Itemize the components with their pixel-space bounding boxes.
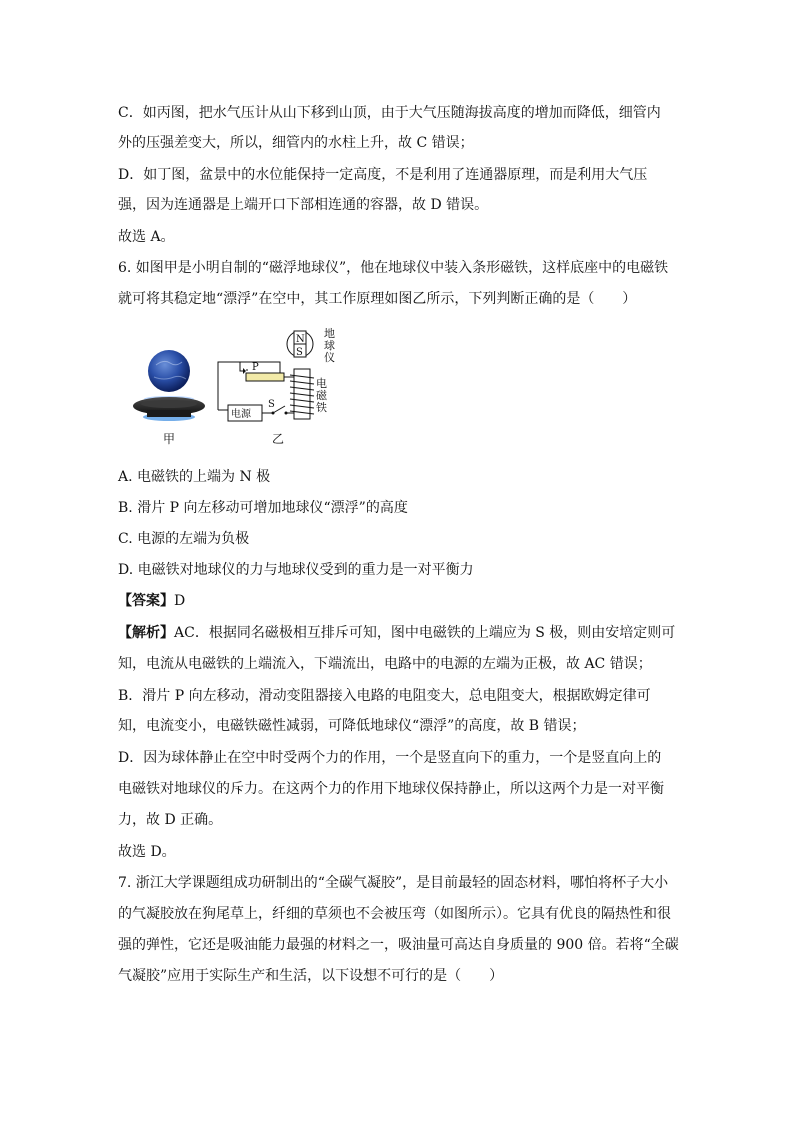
q6-analysis-line6: 电磁铁对地球仪的斥力。在这两个力的作用下地球仪保持静止，所以这两个力是一对平衡 [118,781,664,797]
q6-analysis-line2: 知，电流从电磁铁的上端流入，下端流出，电路中的电源的左端为正极，故 AC 错误； [118,656,652,672]
globe-label-1: 地 [324,327,335,340]
q6-stem-line1: 6. 如图甲是小明自制的“磁浮地球仪”，他在地球仪中装入条形磁铁，这样底座中的电磁铁 [118,260,669,276]
prev-analysis-c-line2: 外的压强差变大，所以，细管内的水柱上升，故 C 错误； [118,135,474,151]
q6-analysis-line4: 知，电流变小，电磁铁磁性减弱，可降低地球仪“漂浮”的高度，故 B 错误； [118,718,586,734]
q7-stem-line3: 强的弹性，它还是吸油能力最强的材料之一，吸油量可高达自身质量的 900 倍。若将“全碳 [118,937,679,953]
q6-option-d: D. 电磁铁对地球仪的力与地球仪受到的重力是一对平衡力 [118,562,474,578]
globe-label-3: 仪 [324,351,335,364]
globe-photo [133,350,205,421]
magnet-s-label: S [296,347,303,358]
slider-p-label: P [252,362,259,373]
q7-stem-line1: 7. 浙江大学课题组成功研制出的“全碳气凝胶”，是目前最轻的固态材料，哪怕将杯子大小 [118,875,669,891]
globe-ball [148,350,190,392]
q6-choose-text: 故选 D。 [118,844,176,860]
electromagnet-label-3: 铁 [316,401,327,414]
electromagnet-label-2: 磁 [316,389,327,402]
q6-figure [130,325,350,450]
prev-analysis-d-line1: D．如丁图，盆景中的水位能保持一定高度，不是利用了连通器原理，而是利用大气压 [118,167,648,183]
magnet-n-label: N [296,334,305,345]
q6-analysis-line3: B．滑片 P 向左移动，滑动变阻器接入电路的电阻变大，总电阻变大，根据欧姆定律可 [118,688,651,704]
q6-analysis-line5: D．因为球体静止在空中时受两个力的作用，一个是竖直向下的重力，一个是竖直向上的 [118,750,662,766]
q6-stem-line2: 就可将其稳定地“漂浮”在空中，其工作原理如图乙所示，下列判断正确的是（ ） [118,291,637,307]
label-jia: 甲 [163,432,176,446]
power-source-label: 电源 [231,409,251,420]
switch-s-label: S [268,399,275,410]
q7-stem-line2: 的气凝胶放在狗尾草上，纤细的草须也不会被压弯（如图所示）。它具有优良的隔热性和很 [118,906,671,922]
q6-analysis-line1 [118,623,675,643]
label-yi: 乙 [272,432,285,446]
analysis-tag: 【解析】 [118,625,174,641]
q6-option-c: C. 电源的左端为负极 [118,531,250,547]
prev-analysis-d-line2: 强，因为连通器是上端开口下部相连通的容器，故 D 错误。 [118,197,489,213]
prev-analysis-c-line1: C．如丙图，把水气压计从山下移到山顶，由于大气压随海拔高度的增加而降低，细管内 [118,105,661,121]
q6-analysis-line7: 力，故 D 正确。 [118,812,223,828]
q7-stem-line4: 气凝胶”应用于实际生产和生活，以下设想不可行的是（ ） [118,968,504,984]
q6-option-b: B. 滑片 P 向左移动可增加地球仪“漂浮”的高度 [118,500,408,516]
rheostat [246,373,284,381]
answer-value: D [174,593,186,609]
prev-choose-text: 故选 A。 [118,229,175,245]
q6-answer-line [118,591,185,611]
analysis-text-1: AC．根据同名磁极相互排斥可知，图中电磁铁的上端应为 S 极，则由安培定则可 [174,625,676,641]
q6-option-a: A. 电磁铁的上端为 N 极 [118,469,271,485]
globe-label-2: 球 [324,339,335,352]
electromagnet-label-1: 电 [316,377,327,390]
answer-tag: 【答案】 [118,593,174,609]
